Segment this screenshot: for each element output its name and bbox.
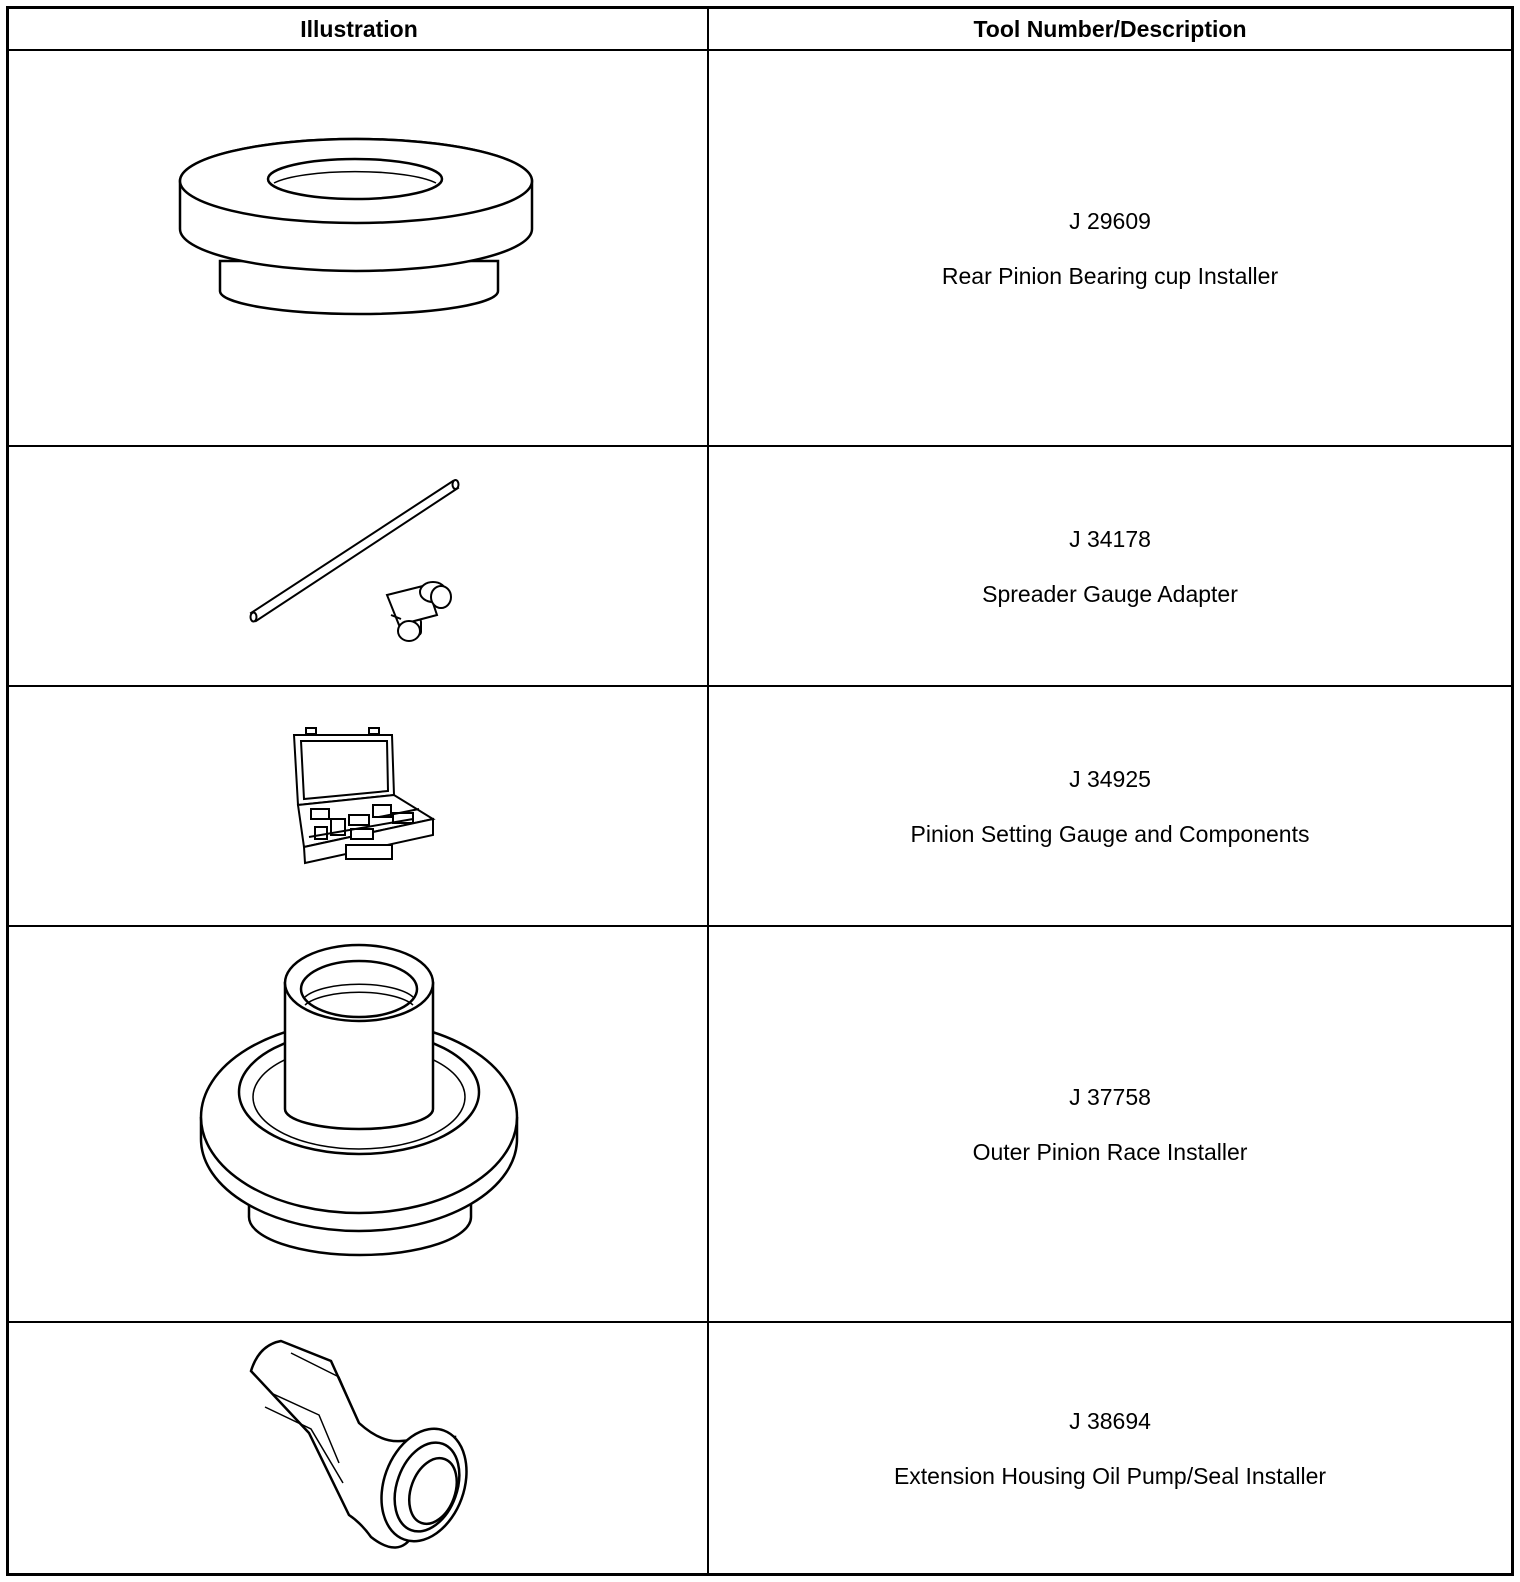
illustration-cell	[9, 447, 707, 685]
tool-description: Pinion Setting Gauge and Components	[910, 820, 1310, 847]
tool-number: J 34925	[1069, 765, 1151, 792]
table-row	[9, 927, 1511, 1323]
tool-number: J 34178	[1069, 525, 1151, 552]
table-row	[9, 447, 1511, 687]
tool-number: J 38694	[1069, 1407, 1151, 1434]
table-row	[9, 1323, 1511, 1573]
description-cell	[709, 447, 1511, 685]
tool-description: Spreader Gauge Adapter	[982, 580, 1238, 607]
table-row	[9, 687, 1511, 927]
tool-description: Extension Housing Oil Pump/Seal Installer	[893, 1462, 1327, 1489]
bearing-cup-installer-icon	[9, 51, 707, 445]
description-cell	[709, 687, 1511, 925]
illustration-cell	[9, 51, 707, 445]
header-tool-number-description: Tool Number/Description	[973, 16, 1247, 42]
table-header	[9, 9, 1511, 51]
tools-table	[6, 6, 1514, 1576]
description-cell	[709, 51, 1511, 445]
tool-number: J 37758	[1069, 1083, 1151, 1110]
race-installer-icon	[9, 927, 707, 1321]
table-row	[9, 51, 1511, 447]
illustration-cell	[9, 687, 707, 925]
seal-installer-icon	[9, 1323, 707, 1573]
gauge-case-icon	[9, 687, 707, 925]
tool-description: Outer Pinion Race Installer	[972, 1138, 1248, 1165]
tool-description: Rear Pinion Bearing cup Installer	[941, 262, 1279, 289]
illustration-cell	[9, 1323, 707, 1573]
spreader-gauge-adapter-icon	[9, 447, 707, 685]
illustration-cell	[9, 927, 707, 1321]
header-illustration: Illustration	[300, 16, 418, 42]
description-cell	[709, 1323, 1511, 1573]
tool-number: J 29609	[1069, 207, 1151, 234]
description-cell	[709, 927, 1511, 1321]
